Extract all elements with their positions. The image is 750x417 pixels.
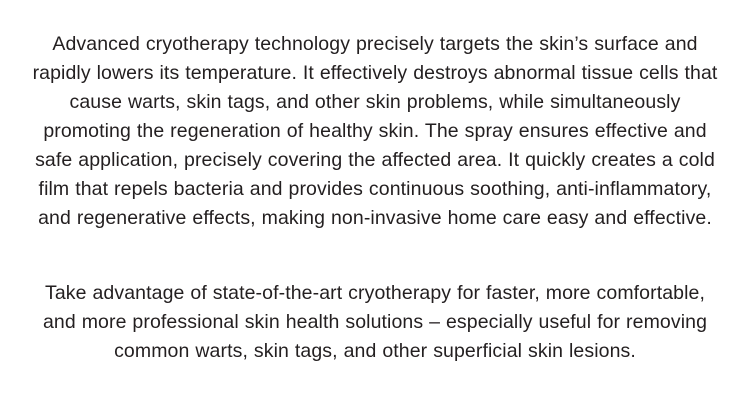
paragraph-main: Advanced cryotherapy technology precisely targets the skin’s surface and rapidly lowers its temperature. It effectively destroys abnormal tissue cells that cause warts, skin tags, and other skin problems, while simultaneously promoting the regeneration of healthy skin. The spray ensures effective and safe application, precisely covering the affected area. It quickly creates a cold film that repels bacteria and provides continuous soothing, anti-inflammatory, and regenerative effects, making non-invasive home care easy and effective. (32, 33, 718, 229)
paragraph-secondary: Take advantage of state-of-the-art cryotherapy for faster, more comfortable, and more professional skin health solutions – especially useful for removing common warts, skin tags, and other superficial skin lesions. (42, 282, 708, 362)
